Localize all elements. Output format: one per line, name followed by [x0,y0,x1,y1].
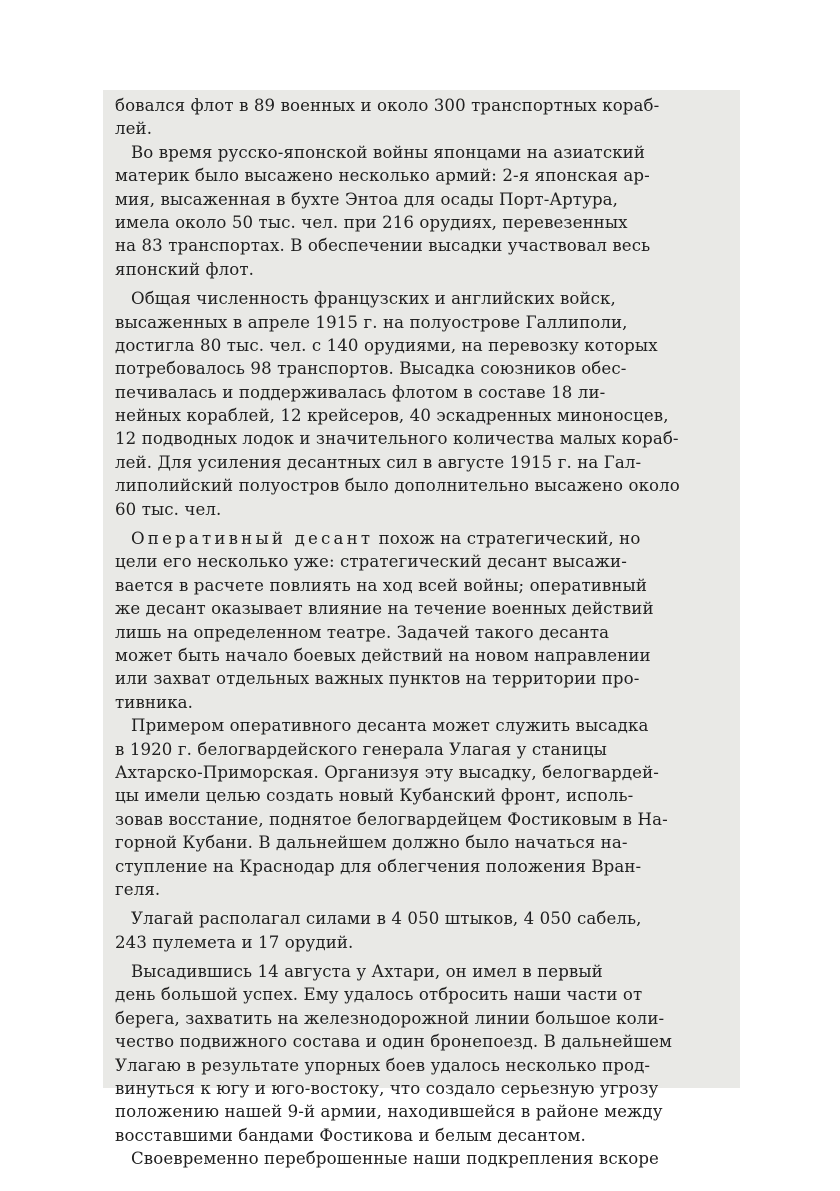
text-line: Высадившись 14 августа у Ахтари, он имел в первый [131,962,603,982]
paragraph [115,1147,734,1170]
text-line: Улагаю в результате упорных боев удалось несколько прод- [115,1055,651,1075]
paragraph [115,287,734,521]
text-line: Во время русско-японской войны японцами на азиатский [131,142,646,162]
paragraph [115,907,734,954]
text-line: японский флот. [115,259,255,279]
text-line: высаженных в апреле 1915 г. на полуострове Галлиполи, [115,312,628,332]
scanned-page [103,90,740,1169]
text-line: достигла 80 тыс. чел. с 140 орудиями, на перевозку которых [115,335,658,355]
text-line: 12 подводных лодок и значительного количества малых кораб- [115,429,679,449]
paragraph [115,141,734,281]
text-line: вается в расчете повлиять на ход всей войны; оперативный [115,575,647,595]
text-line: на 83 транспортах. В обеспечении высадки участвовал весь [115,236,651,256]
text-line: Общая численность французских и английских войск, [131,289,616,309]
text-line: лей. [115,119,153,139]
text-line: же десант оказывает влияние на течение военных действий [115,599,654,619]
text-line: ступление на Краснодар для облегчения положения Вран- [115,856,642,876]
text-line: зовав восстание, поднятое белогвардейцем Фостиковым в На- [115,809,668,829]
paragraph [115,960,734,1147]
text-line: тивника. [115,692,194,712]
text-line: имела около 50 тыс. чел. при 216 орудиях, перевезенных [115,212,628,232]
text-line: 243 пулемета и 17 орудий. [115,932,354,952]
paragraph [115,527,734,714]
text-line: Улагай располагал силами в 4 050 штыков, 4 050 сабель, [131,909,642,929]
text-line: Оперативный десант похож на стратегический, но [131,529,641,549]
text-line: Примером оперативного десанта может служить высадка [131,716,649,736]
text-line: или захват отдельных важных пунктов на территории про- [115,669,640,689]
text-line: лей. Для усиления десантных сил в августе 1915 г. на Гал- [115,452,642,472]
text-line: потребовалось 98 транспортов. Высадка союзников обес- [115,359,627,379]
text-line: цели его несколько уже: стратегический десант высажи- [115,552,627,572]
text-line: день большой успех. Ему удалось отбросить наши части от [115,985,643,1005]
text-line: берега, захватить на железнодорожной линии большое коли- [115,1008,665,1028]
text-line: горной Кубани. В дальнейшем должно было начаться на- [115,833,628,853]
text-line: может быть начало боевых действий на новом направлении [115,645,651,665]
text-line: 60 тыс. чел. [115,499,222,519]
text-line: Ахтарско-Приморская. Организуя эту высадку, белогвардей- [115,762,659,782]
text-line: бовался флот в 89 военных и около 300 транспортных кораб- [115,96,660,115]
text-line: Своевременно переброшенные наши подкрепления вскоре [131,1149,659,1169]
text-line: лишь на определенном театре. Задачей такого десанта [115,622,610,642]
spaced-term: Оперативный десант [131,529,374,549]
paragraph [115,94,734,141]
text-line: положению нашей 9-й армии, находившейся в районе между [115,1102,663,1122]
text-line: материк было высажено несколько армий: 2-я японская ар- [115,166,650,186]
text-line: в 1920 г. белогвардейского генерала Улагая у станицы [115,739,607,759]
text-line: нейных кораблей, 12 крейсеров, 40 эскадренных миноносцев, [115,406,669,426]
text-line: чество подвижного состава и один бронепоезд. В дальнейшем [115,1032,673,1052]
page-body [115,94,734,1171]
text-line: цы имели целью создать новый Кубанский фронт, исполь- [115,786,634,806]
text-line: винуться к югу и юго-востоку, что создало серьезную угрозу [115,1079,659,1099]
text-line: липолийский полуостров было дополнительно высажено около [115,476,680,496]
text-line: восставшими бандами Фостикова и белым десантом. [115,1125,586,1145]
text-line: печивалась и поддерживалась флотом в составе 18 ли- [115,382,606,402]
text-line: геля. [115,879,161,899]
text-line: мия, высаженная в бухте Энтоа для осады Порт-Артура, [115,189,619,209]
paragraph [115,714,734,901]
